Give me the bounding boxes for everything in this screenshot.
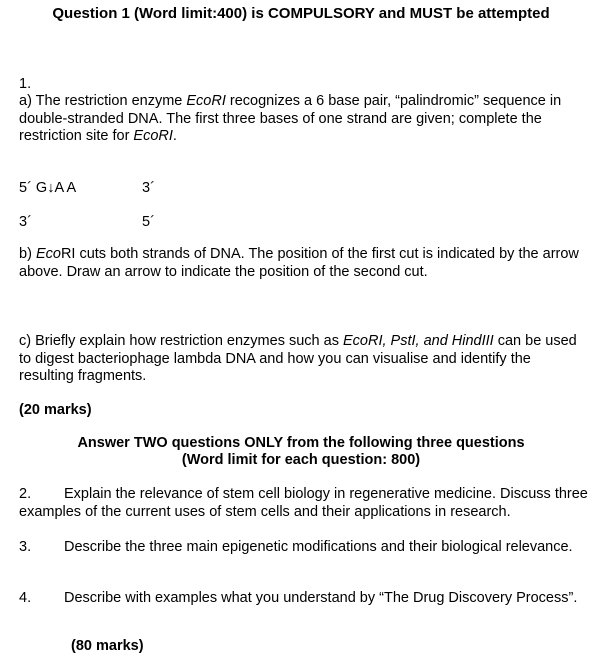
question-3 [19,539,589,557]
question-4 [19,590,589,608]
question-1b-text [19,246,589,281]
document-title: Question 1 (Word limit:400) is COMPULSORY and MUST be attempted [52,5,550,22]
sequence-bottom-strand-left: 3´ [19,214,32,230]
q1a-text-part1: The restriction enzyme [31,93,187,109]
question-1-number: 1. [19,76,32,92]
question-1c-text [19,333,589,386]
question-2 [19,486,589,521]
section-word-limit: (Word limit for each question: 800) [181,452,421,468]
question-3-number: 3. [19,539,32,555]
q1c-text-part2: can be used to digest bacteriophage lambda DNA and how you can visualise and identify the resulting fragments. [19,333,577,384]
q1b-label: b) [19,246,32,262]
q1c-enzyme-names: EcoRI, PstI, and HindIII [342,333,494,349]
question-4-number: 4. [19,590,32,606]
question-1-marks: (20 marks) [19,402,92,418]
q1a-label: a) [19,93,32,109]
section-marks: (80 marks) [71,638,144,654]
q1c-text-part1: Briefly explain how restriction enzymes such as [31,333,343,349]
sequence-top-strand-left: 5´ G↓A A [19,180,77,196]
question-3-text: Describe the three main epigenetic modifications and their biological relevance. [64,539,573,555]
q1a-enzyme-name-2: EcoRI [133,128,173,144]
question-2-number: 2. [19,486,32,502]
q1b-text-part2: RI cuts both strands of DNA. The position of the first cut is indicated by the arrow above. Draw an arrow to indicate the position of the second cut. [19,246,579,280]
sequence-bottom-strand-right: 5´ [142,214,155,230]
q1b-enzyme-prefix: Eco [35,246,61,262]
q1c-label: c) [19,333,32,349]
sequence-top-strand-right: 3´ [142,180,155,196]
q1a-enzyme-name: EcoRI [186,93,226,109]
section-instruction: Answer TWO questions ONLY from the following three questions [77,435,525,451]
q1a-text-part2: recognizes a 6 base pair, “palindromic” sequence in double-stranded DNA. The first three bases of one strand are given; complete the restriction site for [19,93,562,144]
question-4-text: Describe with examples what you understand by “The Drug Discovery Process”. [64,590,578,606]
question-1a-text [19,93,589,146]
q1a-text-part3: . [172,128,177,144]
question-2-text: Explain the relevance of stem cell biology in regenerative medicine. Discuss three examples of the current uses of stem cells and their applications in research. [19,486,588,520]
